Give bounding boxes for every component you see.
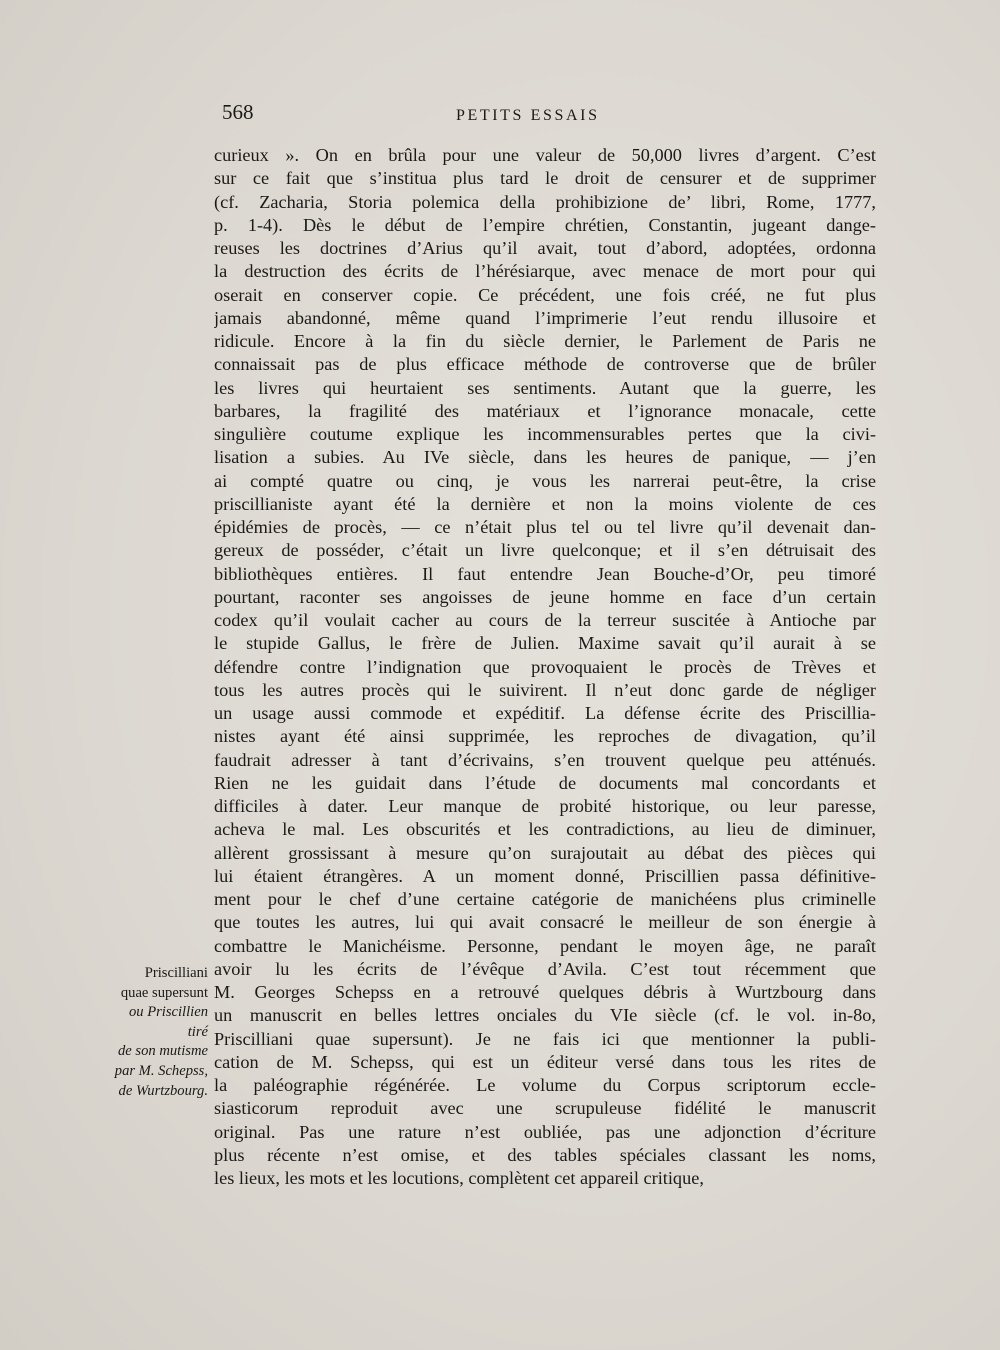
text-line: ridicule. Encore à la fin du siècle dernier, le Parlement de Paris ne xyxy=(214,331,876,351)
text-line: épidémies de procès, — ce n’était plus tel ou tel livre qu’il devenait dan- xyxy=(214,517,876,537)
text-line: (cf. Zacharia, Storia polemica della prohibizione de’ libri, Rome, 1777, xyxy=(214,191,876,212)
margin-note-line: tiré xyxy=(187,1023,208,1040)
margin-note-line: de Wurtzbourg. xyxy=(118,1082,208,1099)
margin-note xyxy=(84,964,208,1101)
text-line: faudrait adresser à tant d’écrivains, s’en trouvent quelque peu atténués. xyxy=(214,749,876,770)
text-line: acheva le mal. Les obscurités et les contradictions, au lieu de diminuer, xyxy=(214,819,876,840)
text-line: singulière coutume explique les incommensurables pertes que la civi- xyxy=(214,424,876,444)
margin-note-line: de son mutisme xyxy=(118,1043,208,1060)
text-line: oserait en conserver copie. Ce précédent, une fois créé, ne fut plus xyxy=(214,284,876,305)
text-line: pourtant, raconter ses angoisses de jeune homme en face d’un certain xyxy=(214,586,876,607)
page-number: 568 xyxy=(222,100,254,124)
text-line: original. Pas une rature n’est oubliée, pas une adjonction d’écriture xyxy=(214,1121,876,1142)
text-line: les lieux, les mots et les locutions, complètent cet appareil critique, xyxy=(214,1168,704,1188)
body-text xyxy=(214,144,876,1190)
text-line: tous les autres procès qui le suivirent. Il n’eut donc garde de négliger xyxy=(214,679,876,700)
text-line: les livres qui heurtaient ses sentiments. Autant que la guerre, les xyxy=(214,377,876,398)
margin-note-line: ou Priscillien xyxy=(128,1004,208,1021)
text-line: nistes ayant été ainsi supprimée, les reproches de divagation, qu’il xyxy=(214,726,876,747)
text-line: cation de M. Schepss, qui est un éditeur versé dans tous les rites de xyxy=(214,1051,876,1072)
text-line: ai compté quatre ou cinq, je vous les narrerai peut-être, la crise xyxy=(214,470,876,491)
text-line: sur ce fait que s’institua plus tard le droit de censurer et de supprimer xyxy=(214,168,876,189)
text-line: curieux ». On en brûla pour une valeur de 50,000 livres d’argent. C’est xyxy=(214,145,876,165)
text-line: avoir lu les écrits de l’évêque d’Avila. C’est tout récemment que xyxy=(214,958,876,979)
text-line: difficiles à dater. Leur manque de probité historique, ou leur paresse, xyxy=(214,796,876,816)
text-line: plus récente n’est omise, et des tables spéciales classant les noms, xyxy=(214,1144,876,1165)
text-line: un usage aussi commode et expéditif. La défense écrite des Priscillia- xyxy=(214,703,876,723)
running-head xyxy=(222,100,872,130)
text-line: la destruction des écrits de l’hérésiarque, avec menace de mort pour qui xyxy=(214,261,876,282)
text-line: le stupide Gallus, le frère de Julien. Maxime savait qu’il aurait à se xyxy=(214,633,876,654)
text-line: lui étaient étrangères. A un moment donné, Priscillien passa définitive- xyxy=(214,865,876,886)
text-line: bibliothèques entières. Il faut entendre Jean Bouche-d’Or, peu timoré xyxy=(214,563,876,584)
margin-note-line: par M. Schepss, xyxy=(114,1062,208,1079)
text-line: siasticorum reproduit avec une scrupuleuse fidélité le manuscrit xyxy=(214,1098,876,1119)
text-line: défendre contre l’indignation que provoquaient le procès de Trèves et xyxy=(214,656,876,677)
text-line: combattre le Manichéisme. Personne, pendant le moyen âge, ne paraît xyxy=(214,935,876,956)
text-line: jamais abandonné, même quand l’imprimerie l’eut rendu illusoire et xyxy=(214,307,876,328)
text-line: la paléographie régénérée. Le volume du Corpus scriptorum eccle- xyxy=(214,1075,876,1095)
text-line: p. 1-4). Dès le début de l’empire chrétien, Constantin, jugeant dange- xyxy=(214,214,876,235)
text-line: que toutes les autres, lui qui avait consacré le meilleur de son énergie à xyxy=(214,912,876,933)
text-line: M. Georges Schepss en a retrouvé quelques débris à Wurtzbourg dans xyxy=(214,982,876,1002)
text-line: Priscilliani quae supersunt). Je ne fais ici que mentionner la publi- xyxy=(214,1028,876,1049)
running-title: PETITS ESSAIS xyxy=(456,107,600,124)
text-line: gereux de posséder, c’était un livre quelconque; et il s’en détruisait des xyxy=(214,540,876,561)
text-line: reuses les doctrines d’Arius qu’il avait, tout d’abord, adoptées, ordonna xyxy=(214,238,876,258)
text-line: priscillianiste ayant été la dernière et non la moins violente de ces xyxy=(214,493,876,514)
margin-note-line: Priscilliani xyxy=(144,965,208,981)
margin-note-line: quae supersunt xyxy=(120,984,208,1001)
text-line: codex qu’il voulait cacher au cours de la terreur suscitée à Antioche par xyxy=(214,610,876,630)
text-line: connaissait pas de plus efficace méthode de controverse que de brûler xyxy=(214,354,876,375)
text-line: lisation a subies. Au IVe siècle, dans les heures de panique, — j’en xyxy=(214,447,876,468)
text-line: un manuscrit en belles lettres onciales du VIe siècle (cf. le vol. in-8o, xyxy=(214,1005,876,1026)
text-line: allèrent grossissant à mesure qu’on surajoutait au débat des pièces qui xyxy=(214,842,876,863)
text-line: barbares, la fragilité des matériaux et l’ignorance monacale, cette xyxy=(214,400,876,421)
text-line: ment pour le chef d’une certaine catégorie de manichéens plus criminelle xyxy=(214,889,876,909)
text-line: Rien ne les guidait dans l’étude de documents mal concordants et xyxy=(214,772,876,793)
